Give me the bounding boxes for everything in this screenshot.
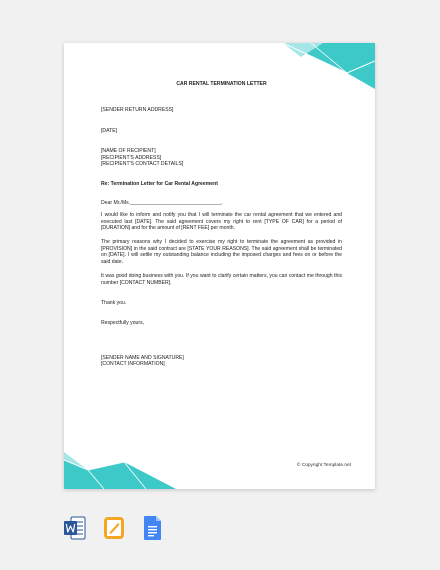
- paragraph-1: I would like to inform and notify you that I will terminate the car rental agreement that we entered and executed last [DATE]. The said agreement covers my right to rent [TYPE OF CAR] for a period of [DURATION] and for the amount of [RENT FEE] per month.: [101, 212, 342, 232]
- salutation: Dear Mr./Ms.________________________________,: [101, 199, 223, 206]
- letter-title: CAR RENTAL TERMINATION LETTER: [176, 81, 267, 87]
- thanks-line: Thank you.: [101, 299, 127, 306]
- recipient-address: [RECIPIENT'S ADDRESS]: [101, 154, 162, 161]
- copyright-text: © Copyright Template.net: [296, 463, 351, 468]
- letter-page: [64, 43, 375, 489]
- sender-address: [SENDER RETURN ADDRESS]: [101, 107, 174, 114]
- paragraph-3: It was good doing business with you. If you want to clarify certain matters, you can contact me through this number [CONTACT NUMBER].: [101, 273, 342, 286]
- letter-date: [DATE]: [101, 127, 118, 134]
- paragraph-2: The primary reasons why I decided to exercise my right to terminate the agreement as provided in [PROVISION] in the said contract are [STATE YOUR REASONS]. The said agreement shall be terminated on [DATE]. I will settle my outstanding balance including the imposed charges and fees on or before the said date.: [101, 239, 342, 265]
- decorative-corner-bottom-left: [64, 452, 176, 489]
- letter-subject: Re: Termination Letter for Car Rental Agreement: [101, 181, 218, 188]
- word-icon[interactable]: [64, 515, 86, 541]
- recipient-contact: [RECIPIENT'S CONTACT DETAILS]: [101, 161, 184, 168]
- pages-icon[interactable]: [103, 515, 125, 541]
- app-icon-row: [64, 515, 164, 541]
- closing-line: Respectfully yours,: [101, 320, 145, 327]
- contact-information: [CONTACT INFORMATION]: [101, 361, 165, 368]
- sender-signature: [SENDER NAME AND SIGNATURE]: [101, 354, 184, 361]
- recipient-name: [NAME OF RECIPIENT]: [101, 148, 156, 155]
- google-docs-icon[interactable]: [142, 515, 164, 541]
- letter-body: [101, 81, 342, 368]
